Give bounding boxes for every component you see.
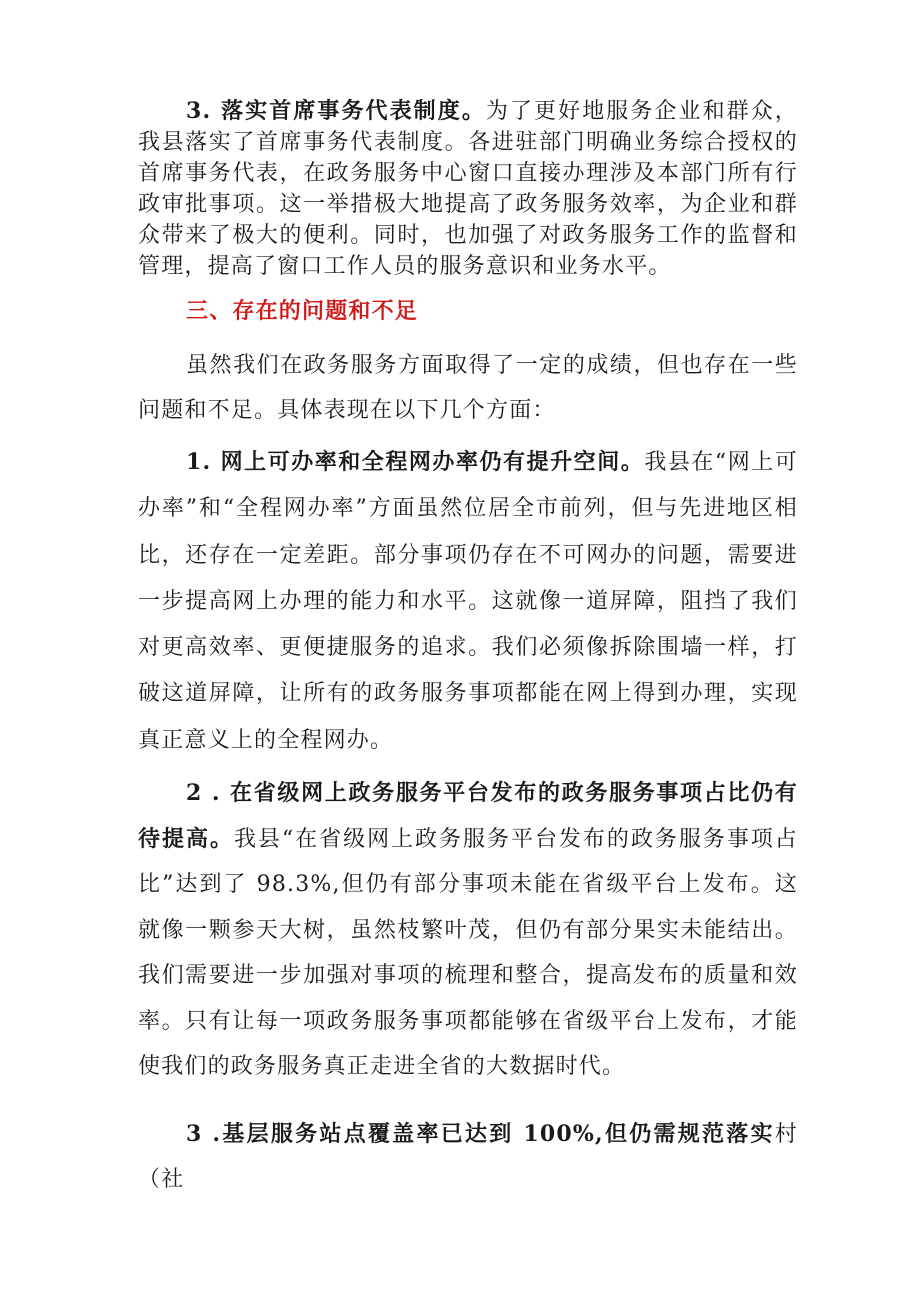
paragraph-body: 我县“在省级网上政务服务平台发布的政务服务事项占比”达到了 98.3%,但仍有部分事项未能在省级平台上发布。这就像一颗参天大树，虽然枝繁叶茂，但仍有部分果实未能结出。我们需要进一步加强对事项的梳理和整合，提高发布的质量和效率。只有让每一项政务服务事项都能够在省级平台上发布，才能使我们的政务服务真正走进全省的大数据时代。 <box>138 826 798 1079</box>
paragraph-grassroots-stations <box>138 1112 798 1202</box>
paragraph-body: 我县在“网上可办率”和“全程网办率”方面虽然位居全市前列，但与先进地区相比，还存在一定差距。部分事项仍存在不可网办的问题，需要进一步提高网上办理的能力和水平。这就像一道屏障，阻挡了我们对更高效率、更便捷服务的追求。我们必须像拆除围墙一样，打破这道屏障，让所有的政务服务事项都能在网上得到办理，实现真正意义上的全程网办。 <box>138 450 799 753</box>
paragraph-lead: 2 . 在省级网上政务服务平台发布的政务服务事项占比仍有待提高。 <box>138 780 798 852</box>
paragraph-online-rate <box>138 439 798 764</box>
paragraph-body: 村（社 <box>138 1122 798 1192</box>
paragraph-body: 虽然我们在政务服务方面取得了一定的成绩，但也存在一些问题和不足。具体表现在以下几个方面： <box>138 353 798 423</box>
paragraph-chief-affairs-representative <box>138 96 798 282</box>
paragraph-body: 为了更好地服务企业和群众，我县落实了首席事务代表制度。各进驻部门明确业务综合授权的首席事务代表，在政务服务中心窗口直接办理涉及本部门所有行政审批事项。这一举措极大地提高了政务服务效率，为企业和群众带来了极大的便利。同时，也加强了对政务服务工作的监督和管理，提高了窗口工作人员的服务意识和业务水平。 <box>138 99 798 279</box>
paragraph-intro <box>138 343 798 433</box>
paragraph-lead: 3. 落实首席事务代表制度。 <box>186 98 486 124</box>
section-heading: 三、存在的问题和不足 <box>186 298 419 324</box>
paragraph-lead: 1. 网上可办率和全程网办率仍有提升空间。 <box>186 449 645 475</box>
paragraph-lead: 3 .基层服务站点覆盖率已达到 100%,但仍需规范落实 <box>186 1121 775 1147</box>
paragraph-provincial-platform <box>138 771 798 1090</box>
